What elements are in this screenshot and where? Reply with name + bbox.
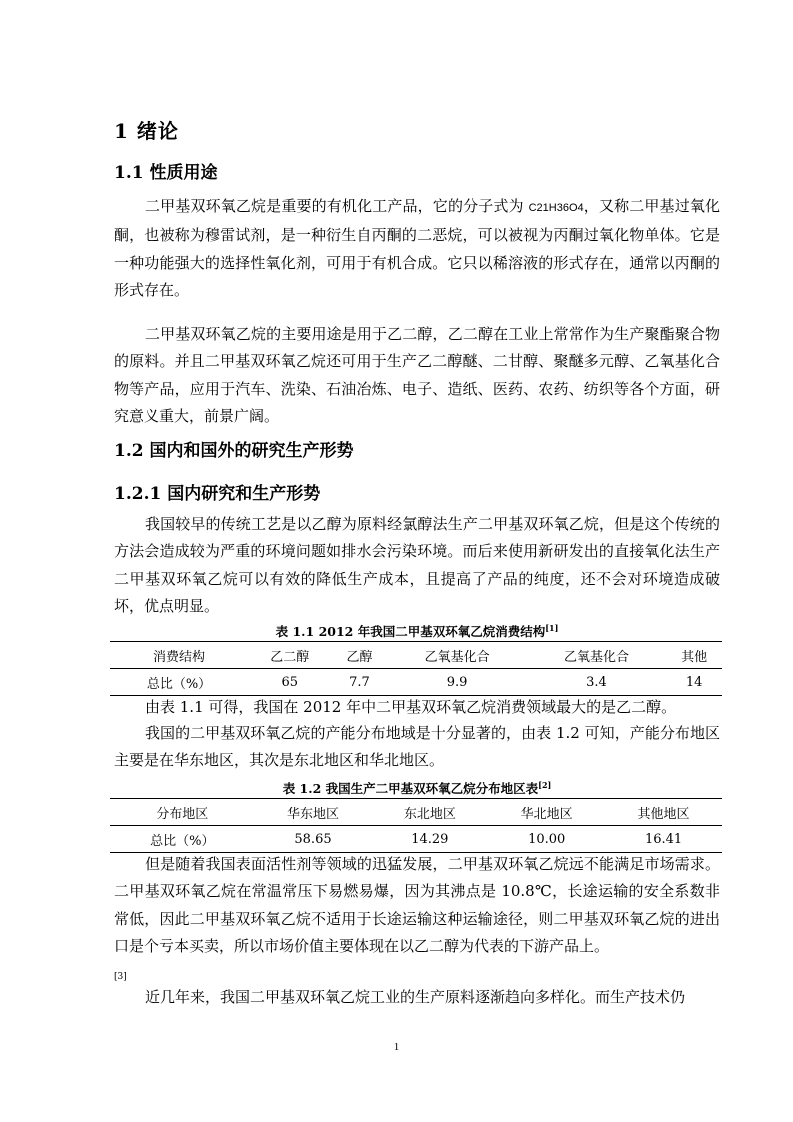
- table-2-caption-ref: [2]: [538, 780, 552, 790]
- table-1-header-row: [110, 642, 722, 669]
- paragraph-after-table-2: [114, 851, 720, 991]
- section-1-2-1-title: 1.2.1 国内研究和生产形势: [114, 484, 321, 504]
- table-2-header-cell: 其他地区: [605, 799, 722, 826]
- table-1-cell: 7.7: [332, 669, 388, 696]
- table-2: [110, 798, 722, 853]
- table-2-header-cell: 东北地区: [371, 799, 488, 826]
- section-1-2-1-paragraph-1: 我国较早的传统工艺是以乙醇为原料经氯醇法生产二甲基双环氧乙烷，但是这个传统的方法会造成较为严重的环境问题如排水会污染环境。而后来使用新研发出的直接氧化法生产二甲基双环氧乙烷可以有效的降低生产成本，且提高了产品的纯度，还不会对环境造成破坏，优点明显。: [114, 515, 720, 616]
- section-1-1-paragraph-1: [114, 193, 720, 305]
- table-1-data-row: [110, 669, 722, 696]
- table-2-cell: 58.65: [255, 826, 372, 853]
- table-2-header-cell: 分布地区: [110, 799, 255, 826]
- paragraph-1-text-pre: 二甲基双环氧乙烷是重要的有机化工产品，它的分子式为: [145, 197, 529, 215]
- paragraph-last: 近几年来，我国二甲基双环氧乙烷工业的生产原料逐渐趋向多样化。而生产技术仍: [145, 988, 686, 1006]
- table-2-header-cell: 华北地区: [488, 799, 605, 826]
- section-1-1-title: 1.1 性质用途: [114, 163, 218, 183]
- chapter-title: 1 绪论: [114, 119, 179, 143]
- table-2-cell: 总比（%）: [110, 826, 255, 853]
- table-1-header-cell: 消费结构: [110, 642, 248, 669]
- section-1-1-paragraph-2: 二甲基双环氧乙烷的主要用途是用于乙二醇，乙二醇在工业上常常作为生产聚酯聚合物的原料。并且二甲基双环氧乙烷还可用于生产乙二醇醚、二甘醇、聚醚多元醇、乙氧基化合物等产品，应用于汽车、洗染、石油冶炼、电子、造纸、医药、农药、纺织等各个方面，研究意义重大，前景广阔。: [114, 325, 720, 426]
- citation-3: [3]: [114, 971, 127, 982]
- table-2-header-cell: 华东地区: [255, 799, 372, 826]
- table-1-cell: 65: [248, 669, 332, 696]
- table-1-caption-text: 表 1.1 2012 年我国二甲基双环氧乙烷消费结构: [275, 624, 546, 640]
- table-1-cell: 3.4: [527, 669, 666, 696]
- table-2-cell: 10.00: [488, 826, 605, 853]
- table-1-cell: 9.9: [387, 669, 526, 696]
- paragraph-after-table-1-a: 由表 1.1 可得，我国在 2012 年中二甲基双环氧乙烷消费领域最大的是乙二醇。: [145, 698, 677, 716]
- table-1: [110, 641, 722, 696]
- table-2-cell: 14.29: [371, 826, 488, 853]
- table-1-header-cell: 乙二醇: [248, 642, 332, 669]
- table-1-header-cell: 乙氧基化合: [387, 642, 526, 669]
- table-2-caption-text: 表 1.2 我国生产二甲基双环氧乙烷分布地区表: [282, 781, 539, 797]
- table-1-header-cell: 乙醇: [332, 642, 388, 669]
- paragraph-1-text-post: ，又称二甲基过氧化酮，也被称为穆雷试剂，是一种衍生自丙酮的二恶烷，可以被视为丙酮过氧化物单体。它是一种功能强大的选择性氧化剂，可用于有机合成。它只以稀溶液的形式存在，通常以丙酮的形式存在。: [114, 197, 720, 300]
- section-1-2-title: 1.2 国内和国外的研究生产形势: [114, 441, 354, 461]
- table-1-header-cell: 乙氧基化合: [527, 642, 666, 669]
- table-1-caption: [114, 619, 720, 641]
- molecular-formula: C21H36O4: [528, 202, 584, 214]
- table-1-cell: 14: [666, 669, 722, 696]
- table-2-header-row: [110, 799, 722, 826]
- table-2-caption: [114, 776, 720, 798]
- page-number: 1: [393, 1041, 400, 1053]
- table-2-cell: 16.41: [605, 826, 722, 853]
- table-1-header-cell: 其他: [666, 642, 722, 669]
- paragraph-after-table-1-b: 我国的二甲基双环氧乙烷的产能分布地域是十分显著的，由表 1.2 可知，产能分布地区主要是在华东地区，其次是东北地区和华北地区。: [114, 724, 720, 770]
- table-1-caption-ref: [1]: [545, 623, 559, 633]
- table-2-data-row: [110, 826, 722, 853]
- paragraph-after-table-2-text: 但是随着我国表面活性剂等领域的迅猛发展，二甲基双环氧乙烷远不能满足市场需求。二甲基双环氧乙烷在常温常压下易燃易爆，因为其沸点是 10.8℃，长途运输的安全系数非常低，因此二甲基双环氧乙烷不适用于长途运输这种运输途径，则二甲基双环氧乙烷的进出口是个亏本买卖，所以市场价值主要体现在以乙二醇为代表的下游产品上。: [114, 855, 720, 956]
- table-1-cell: 总比（%）: [110, 669, 248, 696]
